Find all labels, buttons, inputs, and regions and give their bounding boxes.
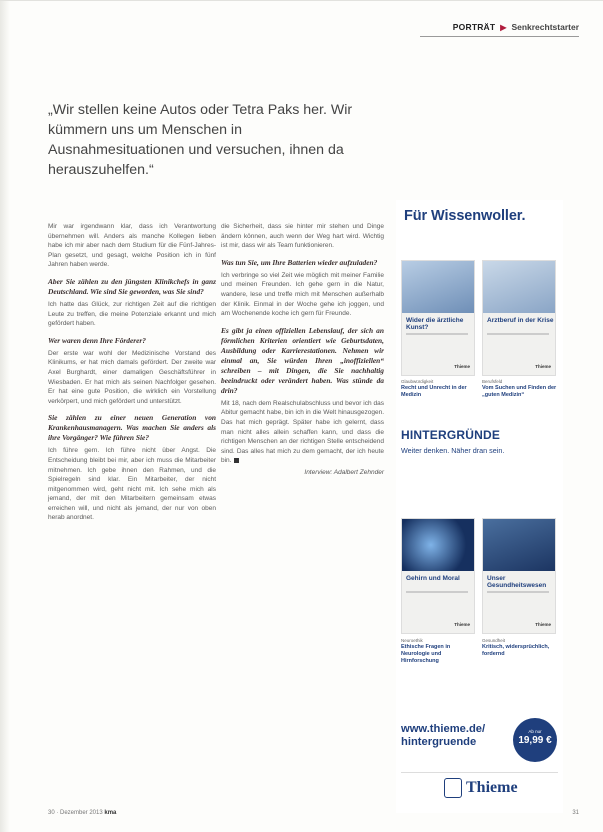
book-cover-art: [483, 519, 555, 571]
book-cover-art: [483, 261, 555, 313]
interview-question: Sie zählen zu einer neuen Generation von Krankenhausmanagern. Was machen Sie anders als ihre Vorgänger? Wie führen Sie?: [48, 413, 216, 443]
paragraph: Mir war irgendwann klar, dass ich Verantwortung übernehmen will. Anders als manche Kollegen lieben habe ich mir aber nach dem Studium für die Fünf-Jahres-Plan gesetzt, und gesagt, welche Position ich in fünf Jahren haben werde.: [48, 223, 216, 269]
article-column-2: [221, 222, 384, 480]
triangle-arrow-icon: ▶: [500, 22, 507, 32]
interview-question: Aber Sie zählen zu den jüngsten Klinikchefs in ganz Deutschland. Wie sind Sie geworden, was Sie sind?: [48, 276, 216, 296]
book-caption: Neuroethik Ethische Fragen in Neurologie und Hirnforschung: [401, 638, 451, 664]
paragraph: Ich führe gern. Ich führe nicht über Angst. Die Entscheidung bleibt bei mir, aber ich muss die Mitarbeiter mitnehmen. Ich gebe ihnen den Rahmen, und die Spielregeln sind klar. Ein Mitarbeiter, der nicht mitgenommen wird, geht nicht mit. Ich sehe mich als jemand, der mit den Mitarbeitern gemeinsam etwas erreichen will, und nicht als jemand, der nur von oben herab anordnet.: [48, 447, 216, 522]
interview-question: Wer waren denn Ihre Förderer?: [48, 335, 147, 345]
book-cover-art: [402, 261, 474, 313]
ad-divider: [401, 772, 558, 773]
paragraph: die Sicherheit, dass sie hinter mir stehen und Dinge ändern können, auch wenn der Weg hart wird. Wichtig ist mir, dass wir als Team funktionieren.: [221, 223, 384, 250]
book-title: Arztberuf in der Krise: [487, 317, 554, 324]
header-rule: [420, 36, 579, 37]
book-title: Gehirn und Moral: [406, 575, 460, 582]
paragraph-text: Mit 18, nach dem Realschulabschluss und bevor ich das Abitur gemacht habe, bin ich in die Welt hinausgezogen. Das hat mich geprägt. Später habe ich gelernt, dass man nicht alles allein schaffen kann, und dass die richtigen Menschen an der richtigen Stelle entscheidend sind. Das alles hat mich zu dem gemacht, der ich heute bin.: [221, 399, 384, 465]
paragraph: Ich hatte das Glück, zur richtigen Zeit auf die richtigen Leute zu treffen, die meine Potenziale erkannt und mich gefördert haben.: [48, 300, 216, 328]
book-publisher: Thieme: [454, 364, 470, 369]
paragraph: [221, 399, 384, 466]
advertisement[interactable]: [396, 200, 563, 813]
thieme-emblem-icon: [444, 778, 462, 798]
end-mark-icon: [234, 458, 239, 463]
page-gutter-shadow: [0, 0, 10, 832]
page-number: 31: [572, 810, 579, 816]
interview-question: Es gibt ja einen offiziellen Lebenslauf, der sich an förmlichen Kriterien orientiert wie Geburtsdaten, Ausbildung oder Karrierestationen. Nehmen wir einmal an, Sie würden Ihren „inoffiziellen“ schreiben – mit Dingen, die Sie nachhaltig beeindruckt oder verändert haben. Was stünde da drin?: [221, 325, 384, 395]
ad-section-subtitle: Weiter denken. Näher dran sein.: [401, 446, 505, 455]
book-caption: Gesundheit Kritisch, widersprüchlich, fordernd: [482, 638, 550, 657]
book-title: Unser Gesundheitswesen: [487, 575, 547, 589]
footer-brand: kma: [104, 810, 117, 816]
ad-title: Für Wissenwoller.: [404, 208, 526, 224]
pull-quote: „Wir stellen keine Autos oder Tetra Paks her. Wir kümmern uns um Menschen in Ausnahmesituationen und versuchen, ihnen da herauszuhelfen.“: [48, 102, 353, 178]
book-cover-art: [402, 519, 474, 571]
book-subtitle-line: [487, 591, 549, 593]
book-title: Wider die ärztliche Kunst?: [406, 317, 464, 331]
section-header: [453, 22, 579, 32]
book-publisher: Thieme: [535, 622, 551, 627]
book-subtitle-line: [487, 333, 549, 335]
footer-issue: 30 · Dezember 2013: [48, 810, 103, 816]
book-caption: Berufsfeld Vom Suchen und Finden der „guten Medizin“: [482, 379, 557, 398]
book-cover[interactable]: [401, 518, 475, 634]
ad-section-title: HINTERGRÜNDE: [401, 428, 501, 442]
subsection-label: Senkrechtstarter: [511, 22, 579, 32]
section-label: PORTRÄT: [452, 22, 496, 32]
book-cover[interactable]: [482, 518, 556, 634]
thieme-wordmark: Thieme: [466, 779, 518, 796]
book-cover[interactable]: [482, 260, 556, 376]
book-cover[interactable]: [401, 260, 475, 376]
interview-credit: Interview: Adalbert Zehnder: [304, 468, 384, 476]
top-border: [0, 0, 603, 1]
book-caption: Glaubwürdigkeit Recht und Unrecht in der Medizin: [401, 379, 467, 398]
ad-url-link[interactable]: www.thieme.de/ hintergruende: [401, 723, 486, 748]
price-badge: Ab nur 19,99 €: [513, 718, 557, 762]
book-publisher: Thieme: [454, 622, 470, 627]
article-column-1: [48, 222, 216, 525]
paragraph: Der erste war wohl der Medizinische Vorstand des Klinikums, er hat mich damals gefördert. Der zweite war Axel Burghardt, einer damaligen Geschäftsführer in Wiesbaden. Er hat mich als seinen Nachfolger gesehen. Er hat eine gute Position, die wirklich ein Vorstellung verkörpert, und mich gefördert und unterstützt.: [48, 349, 216, 405]
book-publisher: Thieme: [535, 364, 551, 369]
book-subtitle-line: [406, 333, 468, 335]
thieme-logo: [444, 778, 518, 798]
paragraph: Ich verbringe so viel Zeit wie möglich mit meiner Familie und meinen Freunden. Ich gehe gern in die Natur, wandere, lese und treffe mich mit Menschen außerhalb der Klinik. Einmal in der Woche gehe ich joggen, und am Wochenende koche ich gern für Freunde.: [221, 271, 384, 318]
page-footer: [48, 810, 116, 816]
interview-question: Was tun Sie, um Ihre Batterien wieder aufzuladen?: [221, 257, 378, 267]
book-subtitle-line: [406, 591, 468, 593]
